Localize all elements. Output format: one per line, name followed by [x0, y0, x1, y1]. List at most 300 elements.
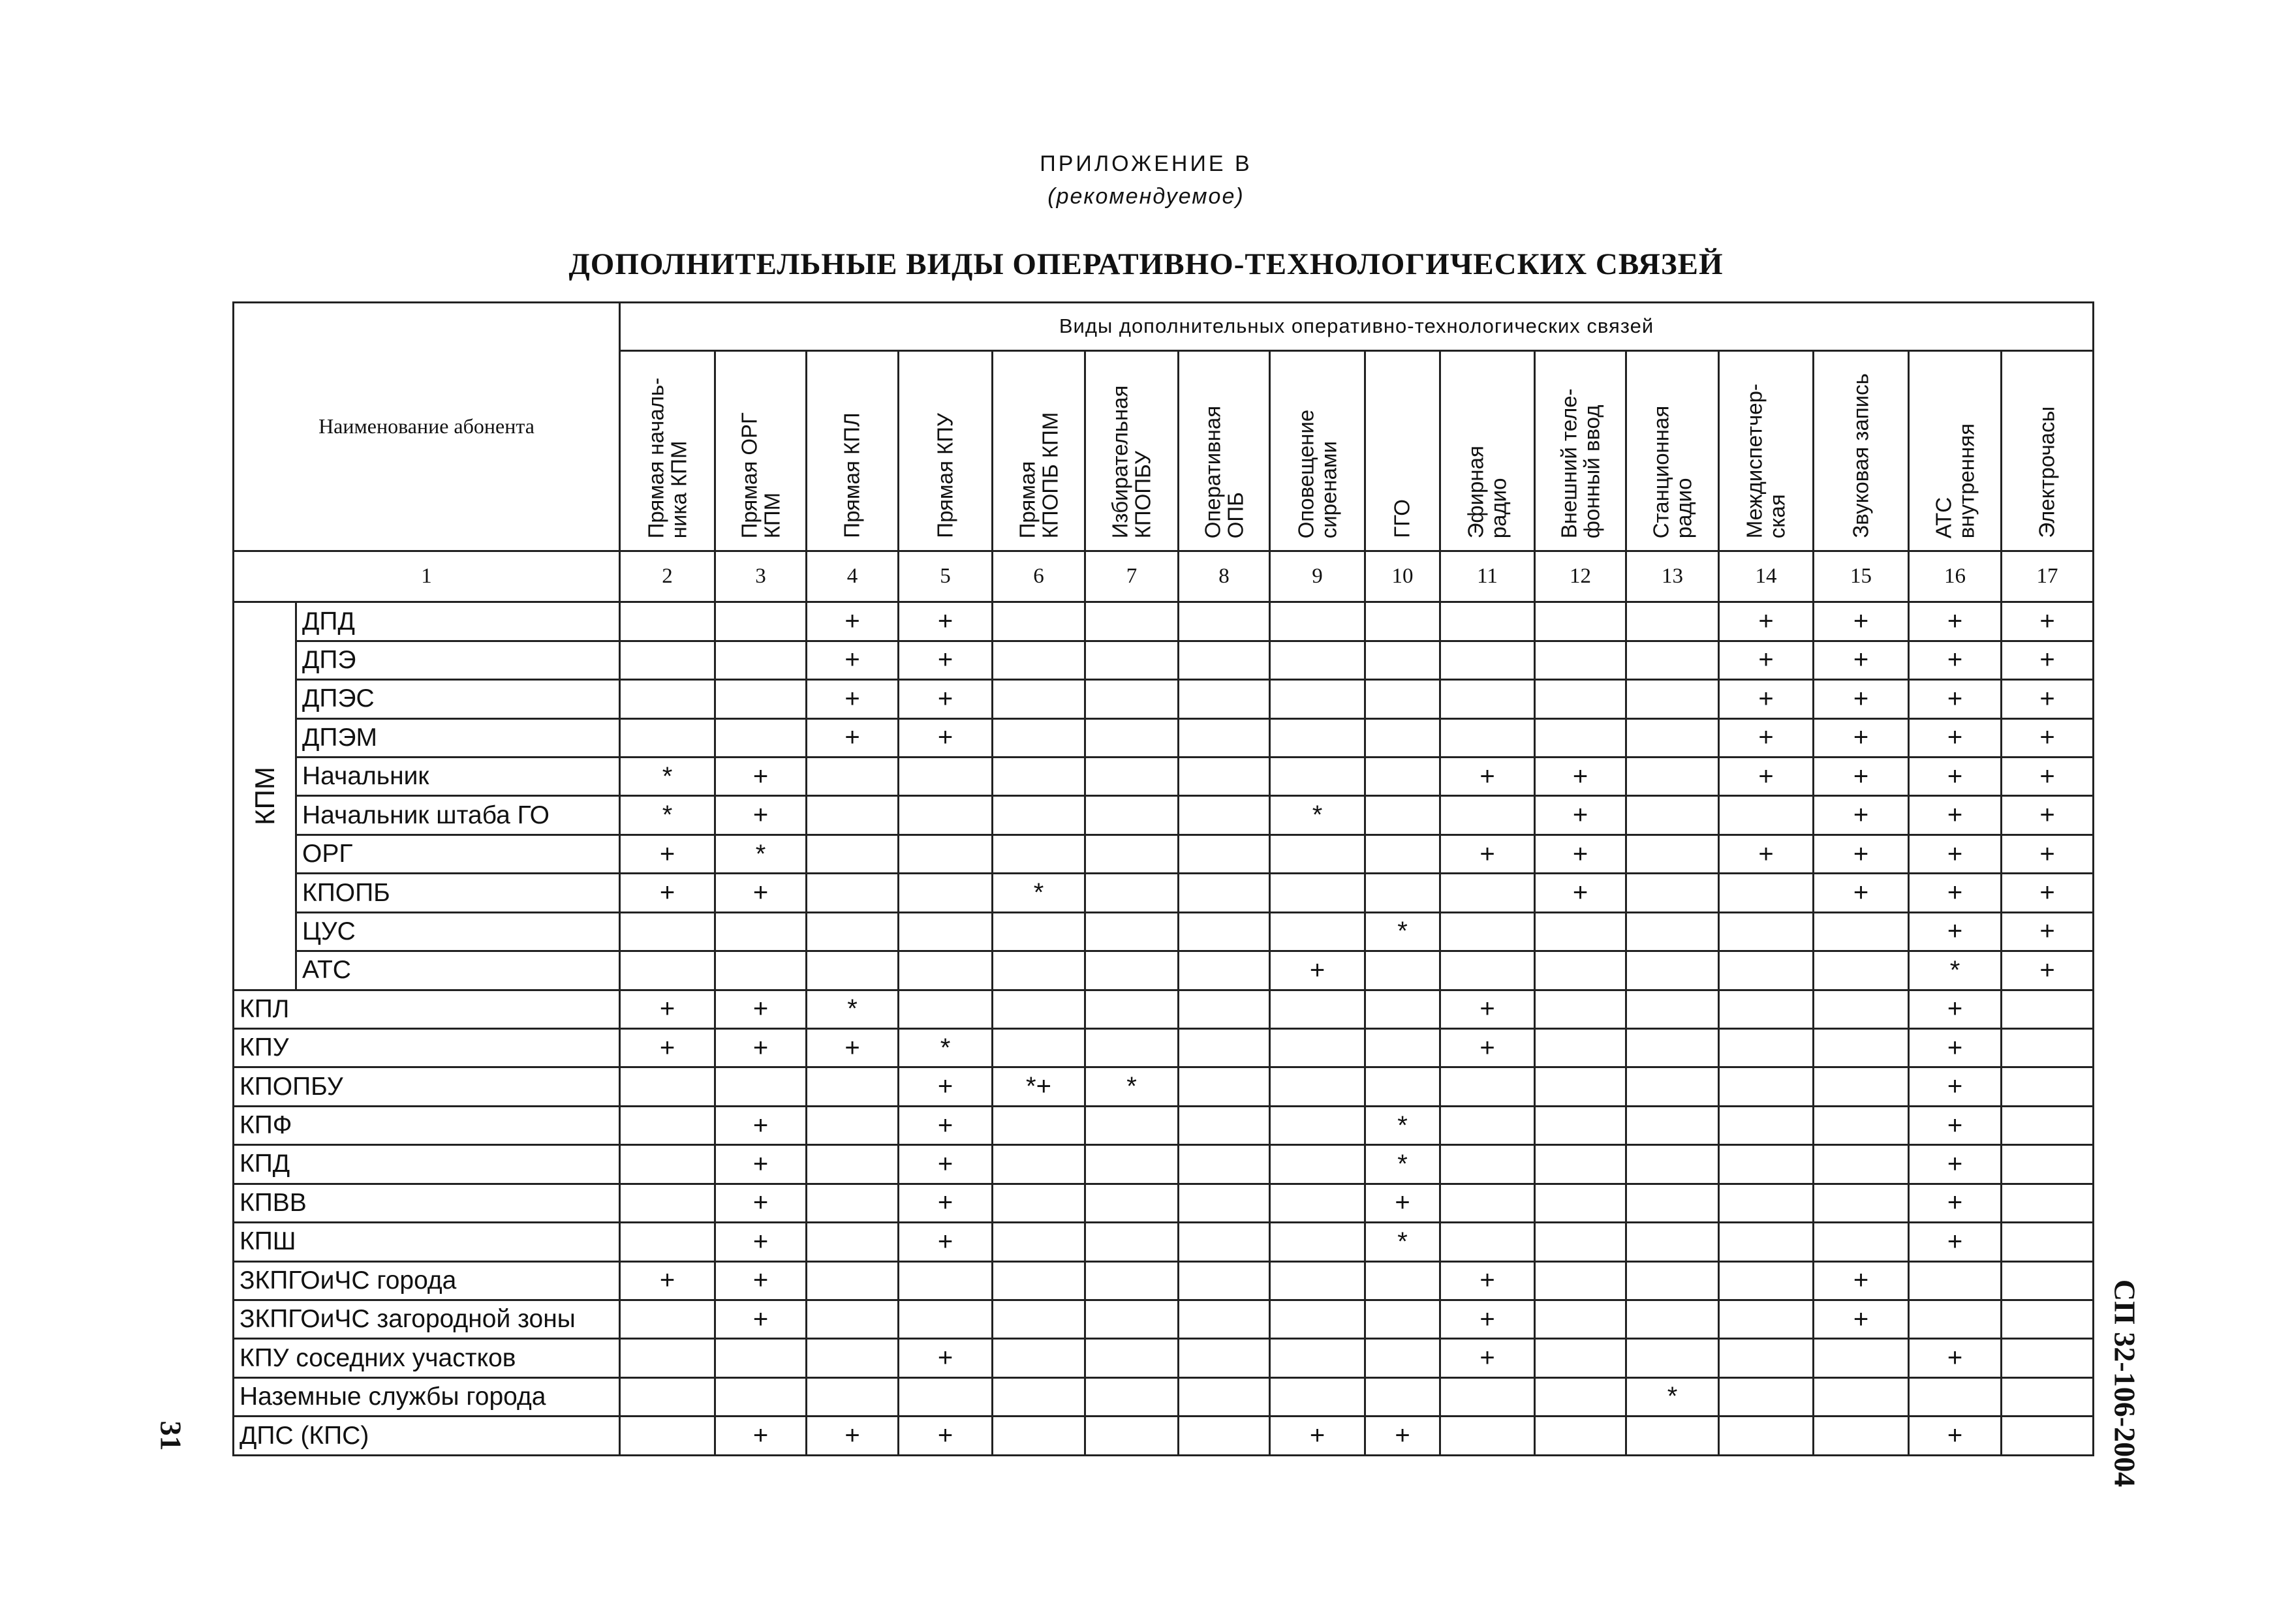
- row-label: КПОПБ: [296, 874, 620, 912]
- table-cell: [1814, 1028, 1909, 1067]
- table-cell: [899, 796, 993, 835]
- table-cell: +: [899, 641, 993, 679]
- table-cell: +: [1909, 1067, 2002, 1106]
- column-header-label: Прямая КПЛ: [839, 412, 864, 538]
- table-cell: [1814, 951, 1909, 990]
- table-cell: [1535, 1261, 1626, 1300]
- table-cell: [2002, 1028, 2094, 1067]
- table-cell: [1179, 1028, 1270, 1067]
- table-cell: [1270, 1300, 1365, 1338]
- table-cell: [1179, 874, 1270, 912]
- table-cell: +: [1535, 874, 1626, 912]
- column-header-label: Избирательная КПОПБУ: [1107, 385, 1154, 538]
- table-cell: +: [1440, 835, 1535, 873]
- table-cell: [1626, 641, 1719, 679]
- table-cell: [1626, 1028, 1719, 1067]
- table-cell: [1270, 1145, 1365, 1184]
- table-row: [234, 990, 2094, 1028]
- table-cell: +: [620, 990, 715, 1028]
- table-cell: [1719, 951, 1814, 990]
- row-label: ДПЭМ: [296, 718, 620, 757]
- table-cell: [1814, 1417, 1909, 1456]
- table-cell: [1719, 1145, 1814, 1184]
- table-cell: [1179, 912, 1270, 951]
- table-cell: +: [1440, 990, 1535, 1028]
- table-cell: *: [899, 1028, 993, 1067]
- table-cell: [993, 1145, 1085, 1184]
- page-title: ДОПОЛНИТЕЛЬНЫЕ ВИДЫ ОПЕРАТИВНО-ТЕХНОЛОГИЧЕСКИХ СВЯЗЕЙ: [568, 247, 1724, 281]
- table-cell: [1719, 1223, 1814, 1261]
- table-cell: [1179, 835, 1270, 873]
- kpm-group-label-text: КПМ: [249, 767, 280, 825]
- column-number: 8: [1179, 551, 1270, 602]
- table-row: [234, 1067, 2094, 1106]
- table-cell: [1365, 874, 1440, 912]
- table-cell: *: [715, 835, 807, 873]
- table-cell: +: [1909, 1339, 2002, 1377]
- table-cell: [1626, 602, 1719, 641]
- table-cell: +: [1909, 835, 2002, 873]
- table-cell: [899, 1261, 993, 1300]
- table-cell: *: [1270, 796, 1365, 835]
- table-cell: [1535, 1223, 1626, 1261]
- table-cell: [1909, 1261, 2002, 1300]
- table-cell: +: [807, 718, 899, 757]
- table-cell: [620, 1145, 715, 1184]
- table-cell: [1626, 1300, 1719, 1338]
- table-cell: [1535, 641, 1626, 679]
- table-row: [234, 1028, 2094, 1067]
- column-header-label: Прямая началь- ника КПМ: [643, 377, 690, 538]
- table-row: [234, 835, 2094, 873]
- table-cell: [1626, 758, 1719, 796]
- table-cell: +: [715, 796, 807, 835]
- table-cell: [1365, 1339, 1440, 1377]
- table-cell: *: [1909, 951, 2002, 990]
- table-cell: [1535, 718, 1626, 757]
- table-cell: +: [715, 1223, 807, 1261]
- table-cell: [1365, 1377, 1440, 1416]
- row-label: ЦУС: [296, 912, 620, 951]
- table-cell: [1535, 680, 1626, 718]
- table-cell: +: [1909, 1223, 2002, 1261]
- table-cell: [1719, 1339, 1814, 1377]
- table-cell: [1270, 1223, 1365, 1261]
- table-cell: [715, 912, 807, 951]
- row-label: КПФ: [234, 1106, 620, 1144]
- table-cell: [620, 1377, 715, 1416]
- table-cell: +: [899, 602, 993, 641]
- table-cell: [1719, 1377, 1814, 1416]
- table-cell: [1179, 1145, 1270, 1184]
- table-cell: [1440, 1106, 1535, 1144]
- table-cell: [807, 951, 899, 990]
- table-cell: +: [2002, 718, 2094, 757]
- page-number-text: 31: [154, 1420, 188, 1451]
- table-cell: +: [715, 1300, 807, 1338]
- table-cell: [1270, 1339, 1365, 1377]
- table-cell: [993, 718, 1085, 757]
- table-cell: [1085, 1261, 1179, 1300]
- table-cell: [1814, 1145, 1909, 1184]
- table-cell: [899, 951, 993, 990]
- table-cell: [1179, 1067, 1270, 1106]
- table-cell: [1270, 1106, 1365, 1144]
- table-cell: [899, 758, 993, 796]
- table-cell: [1440, 912, 1535, 951]
- table-cell: [1440, 1184, 1535, 1222]
- column-number: 6: [993, 551, 1085, 602]
- column-header: [1179, 350, 1270, 551]
- appendix-status-note: (рекомендуемое): [1047, 184, 1245, 209]
- table-cell: [1719, 1067, 1814, 1106]
- table-cell: +: [807, 680, 899, 718]
- row-label: КПУ: [234, 1028, 620, 1067]
- column-header-label: Прямая ОРГ КПМ: [736, 412, 784, 538]
- table-cell: [1626, 1145, 1719, 1184]
- column-header: [1719, 350, 1814, 551]
- table-cell: [1535, 1067, 1626, 1106]
- table-cell: [993, 951, 1085, 990]
- table-cell: [1626, 1106, 1719, 1144]
- table-cell: +: [1440, 1339, 1535, 1377]
- table-cell: [1270, 680, 1365, 718]
- table-cell: +: [1909, 796, 2002, 835]
- table-cell: [1626, 874, 1719, 912]
- table-cell: +: [715, 1028, 807, 1067]
- table-cell: +: [1814, 758, 1909, 796]
- table-cell: [620, 641, 715, 679]
- table-cell: +: [1365, 1184, 1440, 1222]
- table-cell: [1179, 1184, 1270, 1222]
- appendix-heading: ПРИЛОЖЕНИЕ В: [1040, 151, 1252, 176]
- table-cell: [993, 1417, 1085, 1456]
- kpm-group-label: [234, 602, 296, 990]
- table-cell: [1085, 1106, 1179, 1144]
- column-number: 3: [715, 551, 807, 602]
- table-cell: [1440, 796, 1535, 835]
- table-cell: [715, 1377, 807, 1416]
- table-row: [234, 680, 2094, 718]
- table-cell: +: [1535, 758, 1626, 796]
- table-cell: [620, 602, 715, 641]
- table-cell: [1365, 680, 1440, 718]
- connection-types-header: Виды дополнительных оперативно-технологических связей: [620, 303, 2094, 351]
- row-label: ЗКПГОиЧС города: [234, 1261, 620, 1300]
- table-cell: [807, 1067, 899, 1106]
- table-cell: +: [899, 1417, 993, 1456]
- row-label: ЗКПГОиЧС загородной зоны: [234, 1300, 620, 1338]
- table-cell: +: [715, 1417, 807, 1456]
- table-cell: +: [1909, 758, 2002, 796]
- table-cell: [1814, 1377, 1909, 1416]
- table-cell: +: [899, 1067, 993, 1106]
- table-cell: +: [2002, 602, 2094, 641]
- row-label: КПУ соседних участков: [234, 1339, 620, 1377]
- table-cell: [993, 1300, 1085, 1338]
- table-cell: +: [1814, 718, 1909, 757]
- table-cell: [620, 1339, 715, 1377]
- table-cell: [993, 641, 1085, 679]
- table-cell: [1535, 1106, 1626, 1144]
- table-cell: *: [620, 758, 715, 796]
- table-cell: [993, 1184, 1085, 1222]
- table-cell: [2002, 1145, 2094, 1184]
- table-cell: [993, 835, 1085, 873]
- table-cell: [1626, 1223, 1719, 1261]
- table-cell: +: [1909, 602, 2002, 641]
- table-cell: [1440, 1377, 1535, 1416]
- table-cell: [1440, 641, 1535, 679]
- table-cell: +: [1814, 835, 1909, 873]
- table-cell: *: [1085, 1067, 1179, 1106]
- row-label: КПШ: [234, 1223, 620, 1261]
- table-cell: [1626, 680, 1719, 718]
- table-cell: +: [1909, 1028, 2002, 1067]
- table-cell: [1535, 1300, 1626, 1338]
- table-row: [234, 1339, 2094, 1377]
- table-cell: +: [1365, 1417, 1440, 1456]
- table-row: [234, 641, 2094, 679]
- table-cell: [1365, 990, 1440, 1028]
- table-cell: [1179, 1339, 1270, 1377]
- table-cell: [1626, 1067, 1719, 1106]
- table-cell: [620, 1067, 715, 1106]
- row-label: КПОПБУ: [234, 1067, 620, 1106]
- table-cell: [1179, 641, 1270, 679]
- table-cell: [993, 758, 1085, 796]
- table-row: [234, 718, 2094, 757]
- table-cell: [1085, 602, 1179, 641]
- table-row: [234, 796, 2094, 835]
- table-cell: [1179, 680, 1270, 718]
- table-cell: [1814, 1106, 1909, 1144]
- column-number: 17: [2002, 551, 2094, 602]
- column-header: [899, 350, 993, 551]
- row-label: ДПЭ: [296, 641, 620, 679]
- table-cell: +: [2002, 874, 2094, 912]
- column-number: 16: [1909, 551, 2002, 602]
- table-cell: [1270, 1261, 1365, 1300]
- column-number: 1: [234, 551, 620, 602]
- table-cell: [1085, 912, 1179, 951]
- table-cell: [1085, 680, 1179, 718]
- table-cell: [993, 1028, 1085, 1067]
- table-cell: [1365, 1067, 1440, 1106]
- column-header-label: Звуковая запись: [1848, 373, 1873, 538]
- table-cell: [1179, 990, 1270, 1028]
- column-number: 14: [1719, 551, 1814, 602]
- table-cell: [1814, 912, 1909, 951]
- table-cell: +: [2002, 912, 2094, 951]
- table-cell: [1179, 1300, 1270, 1338]
- table-cell: [807, 1223, 899, 1261]
- table-cell: +: [715, 758, 807, 796]
- table-cell: [1365, 1300, 1440, 1338]
- table-row: [234, 1106, 2094, 1144]
- table-cell: +: [899, 1223, 993, 1261]
- communications-table: [232, 301, 2094, 1456]
- row-label: ДПД: [296, 602, 620, 641]
- table-cell: [1085, 1339, 1179, 1377]
- row-label: ДПЭС: [296, 680, 620, 718]
- table-cell: [1440, 1223, 1535, 1261]
- table-cell: [715, 602, 807, 641]
- table-row: [234, 1417, 2094, 1456]
- table-cell: [1085, 1377, 1179, 1416]
- table-cell: +: [1814, 874, 1909, 912]
- table-cell: [1365, 835, 1440, 873]
- table-cell: [1085, 1417, 1179, 1456]
- table-cell: [620, 1106, 715, 1144]
- table-cell: [1719, 1184, 1814, 1222]
- column-number: 15: [1814, 551, 1909, 602]
- table-cell: [2002, 1184, 2094, 1222]
- table-cell: [1365, 796, 1440, 835]
- table-cell: [1626, 951, 1719, 990]
- table-cell: [1535, 1377, 1626, 1416]
- row-label: КПЛ: [234, 990, 620, 1028]
- table-cell: [1179, 796, 1270, 835]
- table-cell: [1365, 1261, 1440, 1300]
- table-cell: [807, 874, 899, 912]
- table-cell: [1085, 951, 1179, 990]
- table-cell: [899, 912, 993, 951]
- table-cell: +: [1909, 990, 2002, 1028]
- table-cell: +: [1814, 641, 1909, 679]
- table-cell: +: [2002, 835, 2094, 873]
- table-cell: [1085, 1028, 1179, 1067]
- table-cell: [1270, 1028, 1365, 1067]
- table-cell: [1535, 602, 1626, 641]
- table-cell: *: [993, 874, 1085, 912]
- table-cell: [807, 1300, 899, 1338]
- table-cell: [1085, 990, 1179, 1028]
- table-cell: [993, 1223, 1085, 1261]
- column-header: [1085, 350, 1179, 551]
- table-cell: +: [807, 641, 899, 679]
- column-header-label: Внешний теле- фонный ввод: [1556, 388, 1603, 538]
- table-cell: [1440, 1417, 1535, 1456]
- table-cell: [1719, 912, 1814, 951]
- table-cell: [1626, 1261, 1719, 1300]
- table-cell: [1535, 951, 1626, 990]
- column-header: [1909, 350, 2002, 551]
- column-header-label: Междиспетчер- ская: [1742, 383, 1789, 538]
- table-cell: +: [2002, 951, 2094, 990]
- table-cell: +: [1719, 680, 1814, 718]
- document-code: [2099, 1279, 2151, 1488]
- table-cell: *: [1626, 1377, 1719, 1416]
- table-cell: [1440, 874, 1535, 912]
- table-cell: [1270, 718, 1365, 757]
- column-number: 11: [1440, 551, 1535, 602]
- table-cell: [2002, 1300, 2094, 1338]
- table-cell: [2002, 1223, 2094, 1261]
- table-cell: [620, 912, 715, 951]
- table-cell: [993, 680, 1085, 718]
- table-cell: [993, 796, 1085, 835]
- table-row: [234, 1223, 2094, 1261]
- table-cell: [1909, 1377, 2002, 1416]
- table-cell: [899, 835, 993, 873]
- table-cell: +: [1814, 602, 1909, 641]
- table-cell: [1626, 912, 1719, 951]
- table-cell: *: [1365, 1106, 1440, 1144]
- table-cell: [993, 1339, 1085, 1377]
- page-number: [151, 1418, 191, 1471]
- table-cell: [807, 1106, 899, 1144]
- table-cell: [2002, 1261, 2094, 1300]
- table-cell: +: [1535, 835, 1626, 873]
- table-cell: +: [1909, 680, 2002, 718]
- table-cell: *: [1365, 1145, 1440, 1184]
- column-header-label: Станционная радио: [1648, 405, 1696, 538]
- table-cell: [1179, 1223, 1270, 1261]
- table-cell: [899, 874, 993, 912]
- table-cell: [620, 1417, 715, 1456]
- table-cell: [1179, 951, 1270, 990]
- table-cell: [1814, 1067, 1909, 1106]
- column-header: [2002, 350, 2094, 551]
- table-cell: [1909, 1300, 2002, 1338]
- table-cell: [1085, 1223, 1179, 1261]
- table-row: [234, 758, 2094, 796]
- subscriber-name-header: Наименование абонента: [234, 303, 620, 551]
- table-cell: +: [1719, 718, 1814, 757]
- table-cell: *+: [993, 1067, 1085, 1106]
- header-row-top: [234, 303, 2094, 351]
- table-cell: [620, 951, 715, 990]
- table-cell: +: [1440, 1261, 1535, 1300]
- row-label: АТС: [296, 951, 620, 990]
- document-code-text: СП 32-106-2004: [2108, 1279, 2142, 1488]
- table-cell: +: [899, 1184, 993, 1222]
- table-cell: [2002, 1067, 2094, 1106]
- column-number-row: [234, 551, 2094, 602]
- table-cell: [1179, 1106, 1270, 1144]
- table-cell: [1626, 1184, 1719, 1222]
- table-cell: [1085, 835, 1179, 873]
- table-cell: [715, 1339, 807, 1377]
- table-cell: +: [2002, 796, 2094, 835]
- table-cell: [1719, 796, 1814, 835]
- column-header-label: ГГО: [1389, 499, 1414, 538]
- table-cell: [2002, 1106, 2094, 1144]
- table-cell: +: [715, 990, 807, 1028]
- table-cell: [1719, 1106, 1814, 1144]
- table-cell: [807, 796, 899, 835]
- table-cell: [1085, 1184, 1179, 1222]
- table-cell: [715, 680, 807, 718]
- table-cell: [1626, 990, 1719, 1028]
- column-number: 12: [1535, 551, 1626, 602]
- table-cell: [2002, 1339, 2094, 1377]
- table-cell: [993, 1377, 1085, 1416]
- table-cell: [1270, 912, 1365, 951]
- table-cell: [1270, 1067, 1365, 1106]
- table-cell: +: [1909, 912, 2002, 951]
- table-cell: [715, 718, 807, 757]
- table-cell: [1179, 1377, 1270, 1416]
- table-cell: [1535, 990, 1626, 1028]
- table-cell: [807, 1184, 899, 1222]
- column-header: [1535, 350, 1626, 551]
- table-cell: [807, 1261, 899, 1300]
- table-cell: +: [1814, 680, 1909, 718]
- column-header: [1270, 350, 1365, 551]
- table-cell: +: [899, 680, 993, 718]
